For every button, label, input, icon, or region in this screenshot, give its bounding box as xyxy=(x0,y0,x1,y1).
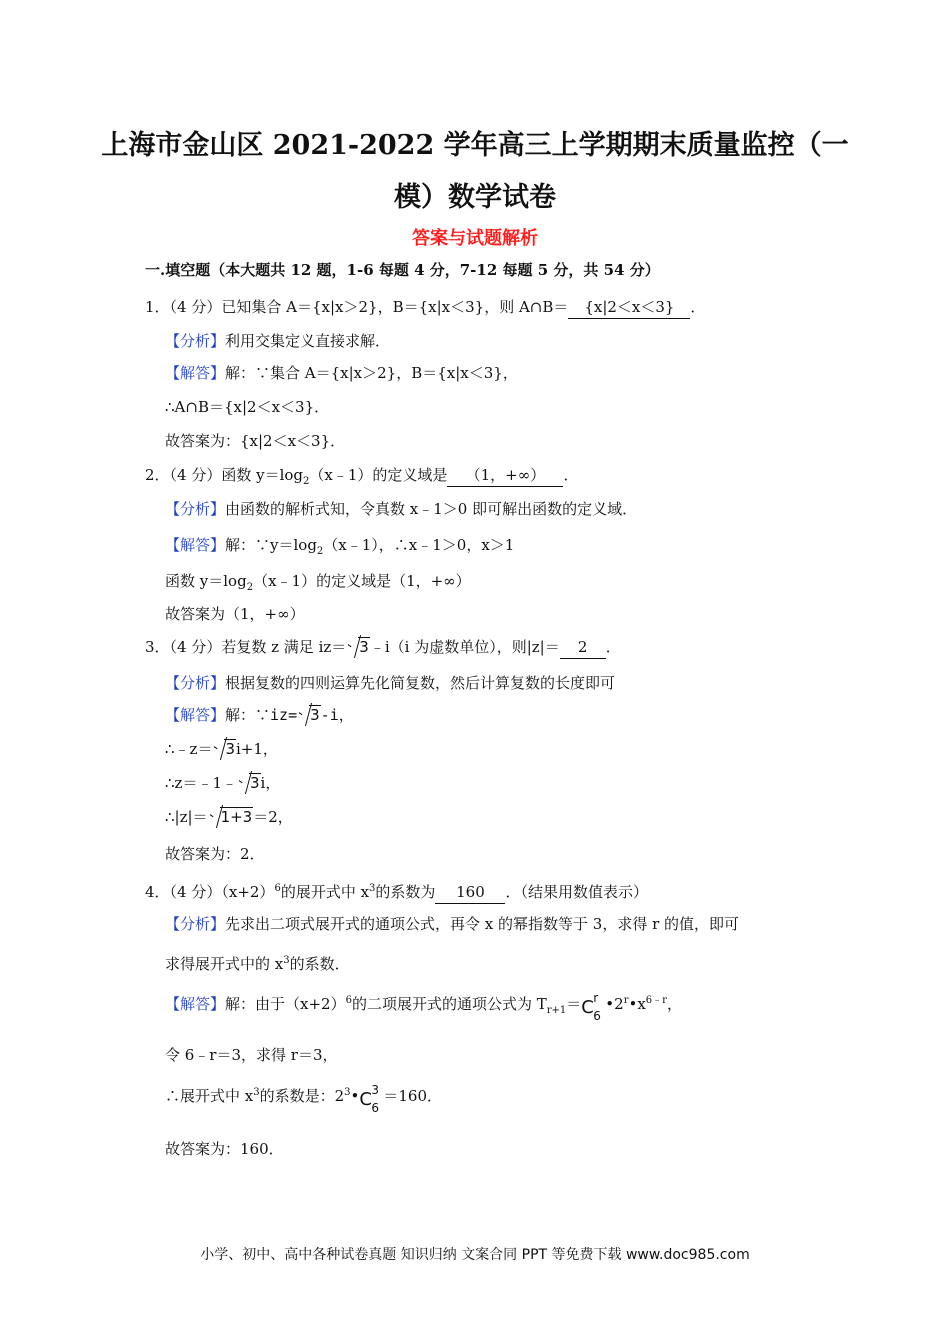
analysis-tag: 【分析】 xyxy=(165,674,226,692)
question-text: （x﹣1）的定义域是 xyxy=(309,466,448,484)
question-number: 2． xyxy=(145,466,170,484)
answer-blank: 160 xyxy=(435,881,505,904)
q2-step xyxy=(165,570,471,599)
q3-final: 故答案为：2． xyxy=(165,845,265,863)
step-text: i+1， xyxy=(236,740,278,758)
answer-tag: 【解答】 xyxy=(165,706,226,724)
exponent: 6 xyxy=(274,883,281,894)
analysis-text: 的系数． xyxy=(289,955,350,973)
radicand: 3 xyxy=(250,774,260,792)
exponent: 3 xyxy=(344,1087,351,1098)
exponent: 3 xyxy=(253,1087,260,1098)
question-text-end: ．（结果用数值表示） xyxy=(505,883,648,901)
question-text: （4 分）若复数 z 满足 iz＝ xyxy=(169,638,347,656)
question-text: （4 分）（x+2） xyxy=(169,883,275,901)
analysis-text: 求得展开式中的 x xyxy=(165,955,284,973)
question-text: （4 分）已知集合 A＝{x|x＞2}，B＝{x|x＜3}，则 A∩B＝ xyxy=(169,298,569,316)
radicand: 3 xyxy=(359,638,369,656)
step-text: • xyxy=(350,1087,360,1105)
comb-letter: C xyxy=(359,1089,372,1110)
answer-text: 解：∵ xyxy=(225,706,271,724)
sqrt-symbol xyxy=(347,636,370,658)
question-4 xyxy=(145,878,648,904)
answer-text: ， xyxy=(666,995,682,1013)
step-text: ＝2， xyxy=(253,808,293,826)
answer-text: 解：∵集合 A＝{x|x＞2}，B＝{x|x＜3}， xyxy=(225,364,518,382)
exponent: 6 xyxy=(345,995,352,1006)
comb-upper: r xyxy=(593,991,599,1005)
analysis-text: 利用交集定义直接求解． xyxy=(225,332,391,350)
answer-text: 解：∵y＝log xyxy=(225,536,317,554)
step-text: ∴﹣z＝ xyxy=(165,740,213,758)
question-text-end: ． xyxy=(690,298,706,316)
log-base: 2 xyxy=(316,546,324,557)
answer-blank: 2 xyxy=(560,636,606,659)
doc-subtitle: 答案与试题解析 xyxy=(412,228,538,249)
q4-analysis xyxy=(165,913,739,935)
step-text: 函数 y＝log xyxy=(165,572,247,590)
q3-analysis xyxy=(165,672,615,694)
question-number: 1． xyxy=(145,298,170,316)
q4-step2 xyxy=(165,1082,443,1115)
analysis-tag: 【分析】 xyxy=(165,915,226,933)
q4-step1: 令 6﹣r＝3，求得 r＝3， xyxy=(165,1046,338,1064)
question-text-end: ． xyxy=(563,466,579,484)
answer-blank: {x|2＜x＜3} xyxy=(568,296,690,319)
answer-text: •x xyxy=(628,995,646,1013)
q3-step1 xyxy=(165,738,278,760)
step-text: （x﹣1）的定义域是（1，+∞） xyxy=(253,572,471,590)
comb-letter: C xyxy=(581,997,594,1018)
combination-symbol xyxy=(581,991,605,1023)
question-text-end: ． xyxy=(605,638,621,656)
radicand: 3 xyxy=(310,706,320,724)
step-text: ＝160． xyxy=(383,1087,443,1105)
answer-text: 解：由于（x+2） xyxy=(225,995,346,1013)
answer-text: •2 xyxy=(605,995,624,1013)
exponent: 6﹣r xyxy=(645,995,667,1006)
doc-title-line2: 模）数学试卷 xyxy=(394,182,556,213)
comb-upper: 3 xyxy=(371,1083,380,1097)
question-number: 4． xyxy=(145,883,170,901)
step-text: i， xyxy=(260,774,281,792)
q4-final: 故答案为：160． xyxy=(165,1140,284,1158)
step-text: ∴|z|＝ xyxy=(165,808,208,826)
q1-analysis xyxy=(165,330,390,352)
question-3 xyxy=(145,636,621,659)
formula-text: -i， xyxy=(320,706,354,724)
sqrt-symbol xyxy=(213,738,236,760)
radicand: 3 xyxy=(225,740,235,758)
q3-answer xyxy=(165,704,354,726)
doc-title-line1: 上海市金山区 2021-2022 学年高三上学期期末质量监控（一 xyxy=(101,130,849,161)
answer-blank: （1，+∞） xyxy=(447,464,563,487)
question-2 xyxy=(145,464,578,493)
analysis-text: 根据复数的四则运算先化简复数，然后计算复数的长度即可 xyxy=(225,674,616,692)
log-base: 2 xyxy=(246,582,254,593)
log-base: 2 xyxy=(303,476,310,487)
step-text: ∴z＝﹣1﹣ xyxy=(165,774,237,792)
step-text: 的系数是：2 xyxy=(259,1087,345,1105)
analysis-text: 由函数的解析式知，令真数 x﹣1＞0 即可解出函数的定义域． xyxy=(225,500,638,518)
q2-final: 故答案为（1，+∞） xyxy=(165,605,305,623)
formula-text: iz= xyxy=(270,706,298,724)
comb-lower: 6 xyxy=(593,1009,601,1023)
q1-answer xyxy=(165,362,518,384)
question-number: 3． xyxy=(145,638,170,656)
sqrt-symbol xyxy=(238,772,261,794)
q3-step3 xyxy=(165,806,293,828)
section-heading: 一.填空题（本大题共 12 题，1-6 每题 4 分，7-12 每题 5 分，共 54 分） xyxy=(145,261,660,279)
q3-step2 xyxy=(165,772,280,794)
exponent: 3 xyxy=(283,955,290,966)
answer-tag: 【解答】 xyxy=(165,536,226,554)
answer-tag: 【解答】 xyxy=(165,995,226,1013)
answer-tag: 【解答】 xyxy=(165,364,226,382)
q2-answer xyxy=(165,534,514,563)
question-text: （4 分）函数 y＝log xyxy=(169,466,304,484)
comb-lower: 6 xyxy=(371,1101,380,1115)
analysis-tag: 【分析】 xyxy=(165,332,226,350)
question-1 xyxy=(145,296,705,319)
question-text: 的系数为 xyxy=(375,883,436,901)
sqrt-symbol xyxy=(209,806,254,828)
combination-symbol xyxy=(359,1083,383,1115)
exponent: 3 xyxy=(369,883,376,894)
q1-step: ∴A∩B＝{x|2＜x＜3}． xyxy=(165,398,330,416)
question-text: ﹣i（i 为虚数单位），则|z|＝ xyxy=(369,638,560,656)
exponent: r xyxy=(623,995,629,1006)
sqrt-symbol xyxy=(298,704,321,726)
q4-answer xyxy=(165,990,682,1022)
answer-text: 的二项展开式的通项公式为 T xyxy=(351,995,547,1013)
answer-text: ＝ xyxy=(566,995,582,1013)
step-text: ∴展开式中 x xyxy=(165,1087,254,1105)
q2-analysis xyxy=(165,498,637,520)
question-text: 的展开式中 x xyxy=(280,883,370,901)
answer-text: （x﹣1），∴x﹣1＞0，x＞1 xyxy=(323,536,515,554)
q1-final: 故答案为：{x|2＜x＜3}． xyxy=(165,432,346,450)
page-footer: 小学、初中、高中各种试卷真题 知识归纳 文案合同 PPT 等免费下载 www.doc985.com xyxy=(200,1247,750,1263)
subscript: r+1 xyxy=(546,1005,567,1016)
analysis-text: 先求出二项式展开式的通项公式，再令 x 的幂指数等于 3，求得 r 的值，即可 xyxy=(225,915,740,933)
radicand: 1+3 xyxy=(220,808,253,826)
analysis-tag: 【分析】 xyxy=(165,500,226,518)
q4-analysis-cont xyxy=(165,950,350,975)
